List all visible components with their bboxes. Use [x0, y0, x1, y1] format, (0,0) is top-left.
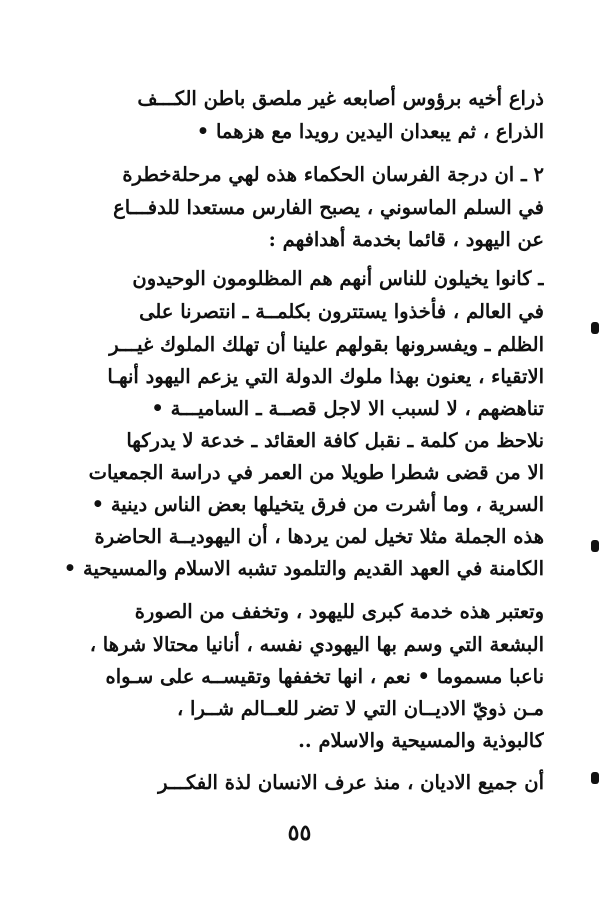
text-line: ـ كانوا يخيلون للناس أنهم هم المظلومون الوحيدون [132, 267, 544, 290]
text-line: هذه الجملة مثلا تخيل لمن يردها ، أن اليهوديــة الحاضرة [94, 525, 544, 548]
text-line: وتعتبر هذه خدمة كبرى لليهود ، وتخفف من الصورة [134, 600, 544, 623]
text-line: نلاحظ من كلمة ـ نقبل كافة العقائد ـ خدعة لا يدركها [126, 429, 544, 452]
text-line: ذراع أخيه برؤوس أصابعه غير ملصق باطن الكـــف [137, 87, 544, 110]
text-line: الذراع ، ثم يبعدان اليدين رويدا مع هزهما • [196, 120, 544, 143]
text-line: تناهضهم ، لا لسبب الا لاجل قصــة ـ الساميـــة • [151, 397, 544, 420]
text-line: الاتقياء ، يعنون بهذا ملوك الدولة التي يزعم اليهود أنهـا [107, 365, 544, 388]
text-line: في السلم الماسوني ، يصبح الفارس مستعدا للدفـــاع [113, 196, 544, 219]
text-line: ٢ ـ ان درجة الفرسان الحكماء هذه لهي مرحلةخطرة [122, 163, 544, 186]
text-line: عن اليهود ، قائما بخدمة أهدافهم : [268, 228, 544, 251]
binding-mark [591, 540, 599, 552]
text-line: الا من قضى شطرا طويلا من العمر في دراسة الجمعيات [88, 461, 544, 484]
text-line: مـن ذويّ الاديــان التي لا تضر للعــالم شــرا ، [176, 697, 544, 720]
text-line: كالبوذية والمسيحية والاسلام .. [298, 729, 544, 752]
text-line: السرية ، وما أشرت من فرق يتخيلها بعض الناس دينية • [91, 493, 544, 516]
text-line: أن جميع الاديان ، منذ عرف الانسان لذة الفكـــر [158, 771, 544, 794]
text-line: الظلم ـ ويفسرونها بقولهم علينا أن تهلك الملوك غيـــر [109, 333, 544, 356]
text-line: في العالم ، فأخذوا يستترون بكلمــة ـ انتصرنا على [139, 300, 544, 323]
text-line: ناعبا مسموما • نعم ، انها تخففها وتقيســه على سـواه [105, 665, 544, 688]
text-line: الكامنة في العهد القديم والتلمود تشبه الاسلام والمسيحية • [63, 557, 544, 580]
body-text [62, 0, 544, 900]
binding-mark [591, 772, 599, 784]
binding-mark [591, 322, 599, 334]
text-line: البشعة التي وسم بها اليهودي نفسه ، أنانيا محتالا شرها ، [89, 633, 544, 656]
page-number: ٥٥ [287, 820, 312, 846]
